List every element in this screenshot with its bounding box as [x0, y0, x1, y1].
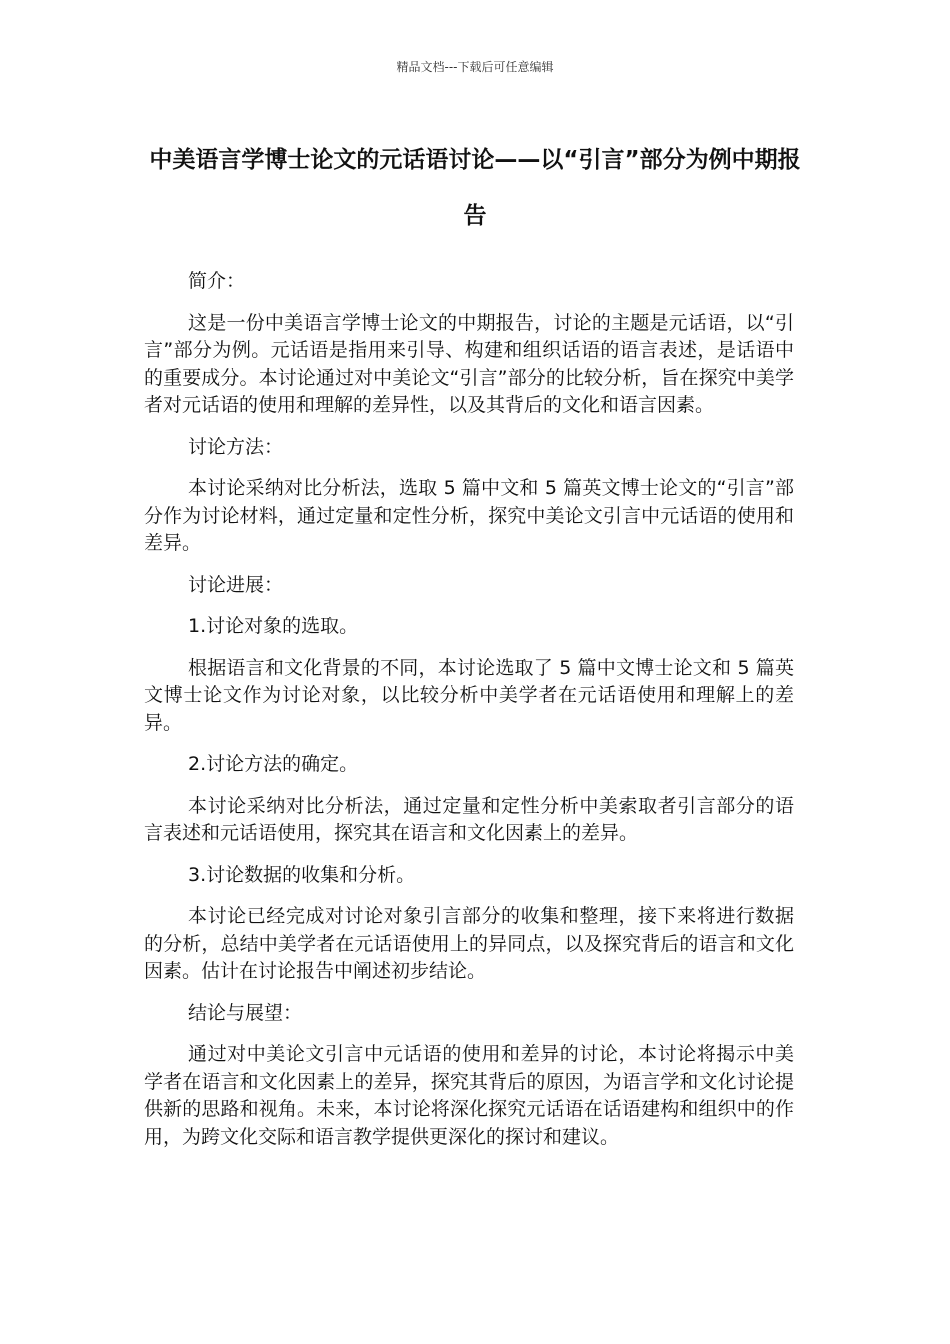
header-note: 精品文档---下载后可任意编辑 — [396, 60, 554, 74]
subheading-data-collection: 3.讨论数据的收集和分析。 — [188, 863, 416, 886]
document-title: 中美语言学博士论文的元话语讨论——以“引言”部分为例中期报告 — [149, 147, 801, 229]
section-heading-intro: 简介： — [188, 270, 246, 292]
document-body — [144, 268, 794, 1165]
paragraph-method-determination: 本讨论采纳对比分析法，通过定量和定性分析中美索取者引言部分的语言表述和元话语使用，探究其在语言和文化因素上的差异。 — [144, 794, 794, 844]
subheading-selection: 1.讨论对象的选取。 — [188, 615, 359, 637]
subheading-method-determination: 2.讨论方法的确定。 — [188, 753, 359, 775]
section-heading-method: 讨论方法： — [188, 435, 284, 458]
paragraph-intro: 这是一份中美语言学博士论文的中期报告，讨论的主题是元话语，以“引言”部分为例。元话语是指用来引导、构建和组织话语的语言表述，是话语中的重要成分。本讨论通过对中美论文“引言”部分的比较分析，旨在探究中美学者对元话语的使用和理解的差异性，以及其背后的文化和语言因素。 — [144, 311, 794, 416]
paragraph-method: 本讨论采纳对比分析法，选取 5 篇中文和 5 篇英文博士论文的“引言”部分作为讨论材料，通过定量和定性分析，探究中美论文引言中元话语的使用和差异。 — [144, 477, 794, 554]
section-heading-progress: 讨论进展： — [188, 573, 284, 596]
section-heading-conclusion: 结论与展望： — [188, 1001, 303, 1024]
paragraph-conclusion: 通过对中美论文引言中元话语的使用和差异的讨论，本讨论将揭示中美学者在语言和文化因素上的差异，探究其背后的原因，为语言学和文化讨论提供新的思路和视角。未来，本讨论将深化探究元话语在话语建构和组织中的作用，为跨文化交际和语言教学提供更深化的探讨和建议。 — [144, 1043, 794, 1148]
paragraph-selection: 根据语言和文化背景的不同，本讨论选取了 5 篇中文博士论文和 5 篇英文博士论文作为讨论对象，以比较分析中美学者在元话语使用和理解上的差异。 — [144, 656, 794, 734]
paragraph-data-collection: 本讨论已经完成对讨论对象引言部分的收集和整理，接下来将进行数据的分析，总结中美学者在元话语使用上的异同点，以及探究背后的语言和文化因素。估计在讨论报告中阐述初步结论。 — [144, 905, 794, 982]
